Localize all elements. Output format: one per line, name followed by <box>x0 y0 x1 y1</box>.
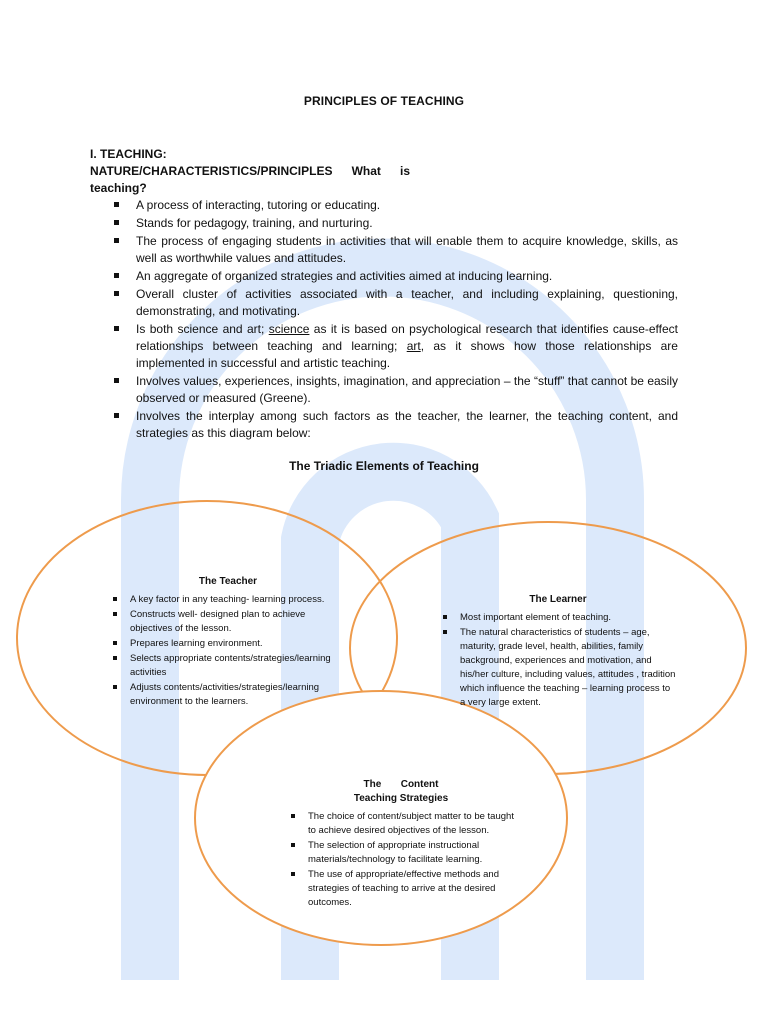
list-item-text: A process of interacting, tutoring or educating. <box>136 198 381 212</box>
bullet-square-icon <box>113 685 117 689</box>
list-item-text: Involves values, experiences, insights, imagination, and appreciation – the “stuff” that cannot be easily observed or measured (Greene). <box>136 374 678 405</box>
section-heading-line1: I. TEACHING: <box>90 147 167 161</box>
bullet-square-icon <box>291 872 295 876</box>
content-title-content: Content <box>400 779 439 790</box>
list-item-text: Prepares learning environment. <box>130 638 263 649</box>
list-item-text <box>136 322 678 370</box>
text-run: , as it shows how those relationships are implemented in successful and artistic teaching. <box>136 339 678 370</box>
bullet-square-icon <box>113 641 117 645</box>
bullet-square-icon <box>114 326 119 331</box>
list-item <box>90 233 678 267</box>
list-item-text: The use of appropriate/effective methods and strategies of teaching to arrive at the desired outcomes. <box>308 869 500 908</box>
list-item <box>108 608 348 636</box>
underlined-science: science <box>268 322 310 336</box>
section-heading-principles: NATURE/CHARACTERISTICS/PRINCIPLES <box>90 164 333 178</box>
section-heading-is: is <box>399 164 410 178</box>
list-item <box>90 268 678 285</box>
list-item <box>90 215 678 232</box>
list-item-text: The natural characteristics of students – age, maturity, grade level, health, abilities, family background, experiences and motivation, and his/her culture, including values, attitudes , tradition which influence the teaching – learning process to a very large extent. <box>460 627 676 708</box>
content-title-the: The <box>363 779 382 790</box>
list-item-text: The process of engaging students in activities that will enable them to acquire knowledge, skills, as well as worthwhile values and attitudes. <box>136 234 678 265</box>
section-heading <box>90 146 410 197</box>
list-item <box>90 197 678 214</box>
list-item <box>90 373 678 407</box>
list-item <box>286 868 516 910</box>
bullet-square-icon <box>291 814 295 818</box>
content-box <box>286 778 516 911</box>
bullet-square-icon <box>443 630 447 634</box>
list-item <box>90 321 678 372</box>
bullet-square-icon <box>114 202 119 207</box>
bullet-square-icon <box>114 273 119 278</box>
bullet-square-icon <box>114 238 119 243</box>
list-item-text: The selection of appropriate instructional materials/technology to facilitate learning. <box>308 840 483 865</box>
bullet-square-icon <box>291 843 295 847</box>
content-title-line2: Teaching Strategies <box>353 793 449 804</box>
document-title: PRINCIPLES OF TEACHING <box>303 94 465 108</box>
list-item <box>438 626 678 710</box>
bullet-square-icon <box>114 291 119 296</box>
list-item-text: Stands for pedagogy, training, and nurturing. <box>136 216 373 230</box>
list-item <box>108 652 348 680</box>
teaching-bullet-list <box>90 197 678 443</box>
bullet-square-icon <box>443 615 447 619</box>
bullet-square-icon <box>113 612 117 616</box>
underlined-art: art <box>406 339 421 353</box>
bullet-square-icon <box>114 378 119 383</box>
bullet-square-icon <box>113 597 117 601</box>
bullet-square-icon <box>114 220 119 225</box>
diagram-title: The Triadic Elements of Teaching <box>289 459 479 473</box>
list-item <box>90 408 678 442</box>
list-item-text: A key factor in any teaching- learning process. <box>130 594 325 605</box>
list-item-text: Adjusts contents/activities/strategies/learning environment to the learners. <box>130 682 320 707</box>
list-item-text: Selects appropriate contents/strategies/learning activities <box>130 653 331 678</box>
text-run: Is both science and art; <box>136 322 269 336</box>
section-heading-line3: teaching? <box>90 181 147 195</box>
list-item <box>90 286 678 320</box>
teacher-box <box>108 575 348 710</box>
learner-box <box>438 593 678 711</box>
content-title <box>286 778 516 792</box>
list-item-text: The choice of content/subject matter to be taught to achieve desired objectives of the lesson. <box>308 811 514 836</box>
bullet-square-icon <box>113 656 117 660</box>
text-run: as it is based on psychological research that identifies cause-effect relationships between teaching and learning; <box>136 322 678 353</box>
section-heading-what: What <box>351 164 381 178</box>
teacher-title: The Teacher <box>198 576 258 587</box>
teacher-list <box>108 593 348 709</box>
list-item-text: Involves the interplay among such factors as the teacher, the learner, the teaching content, and strategies as this diagram below: <box>136 409 678 440</box>
list-item-text: Most important element of teaching. <box>460 612 612 623</box>
list-item <box>286 810 516 838</box>
list-item-text: Constructs well- designed plan to achieve objectives of the lesson. <box>130 609 306 634</box>
section-heading-line2 <box>90 163 410 180</box>
list-item <box>108 593 348 607</box>
learner-list <box>438 611 678 710</box>
list-item <box>108 681 348 709</box>
bullet-square-icon <box>114 413 119 418</box>
list-item-text: Overall cluster of activities associated with a teacher, and including explaining, questioning, demonstrating, and motivating. <box>136 287 678 318</box>
list-item <box>108 637 348 651</box>
content-list <box>286 810 516 910</box>
learner-title: The Learner <box>529 594 587 605</box>
list-item-text: An aggregate of organized strategies and activities aimed at inducing learning. <box>136 269 553 283</box>
list-item <box>438 611 678 625</box>
list-item <box>286 839 516 867</box>
